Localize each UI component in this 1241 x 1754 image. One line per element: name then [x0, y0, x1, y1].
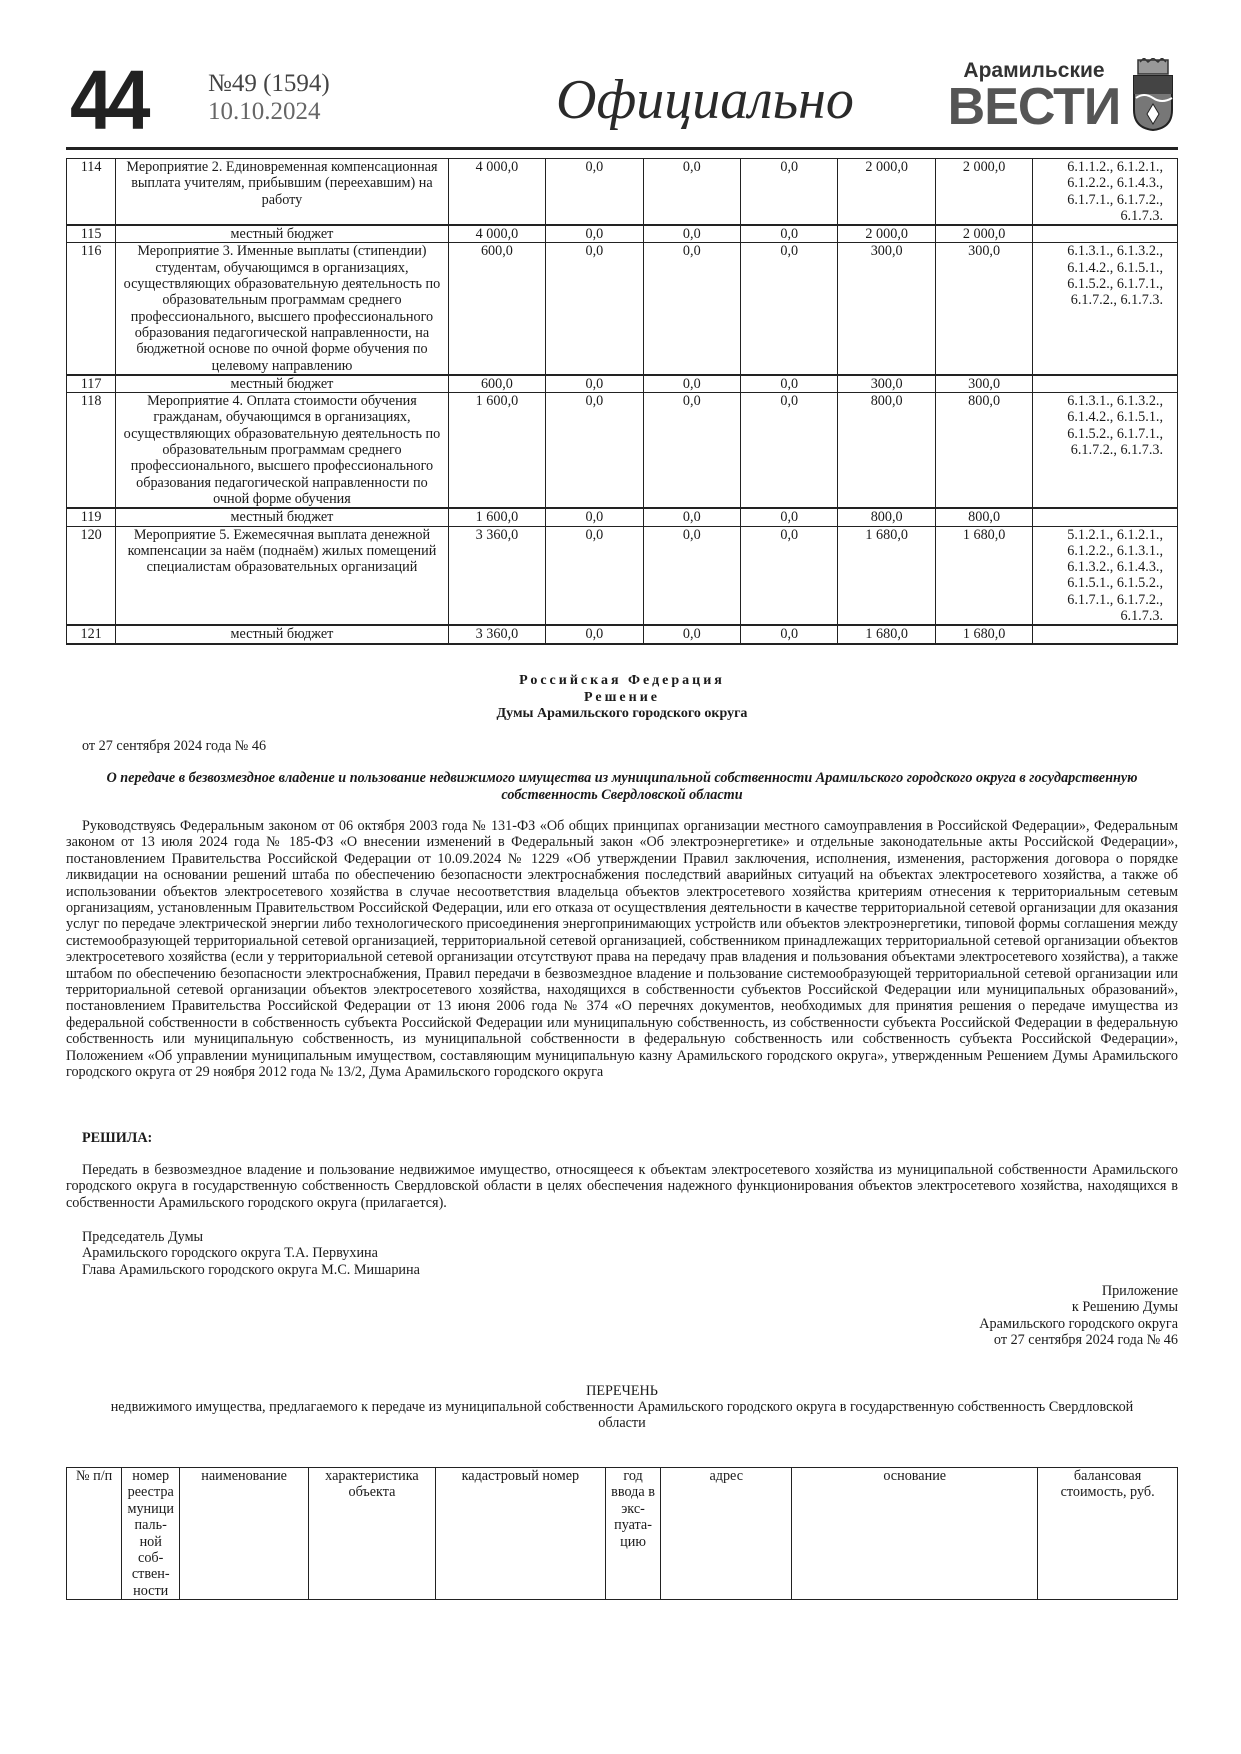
page-number: 44 [70, 53, 145, 147]
issuer-name: Думы Арамильского городского округа [496, 706, 748, 721]
row-description: местный бюджет [116, 508, 448, 526]
document-type: Решение [584, 690, 660, 705]
property-list-table [66, 1467, 1178, 1600]
value-col: 2 000,0 [838, 225, 935, 243]
resolved-label: РЕШИЛА: [82, 1130, 153, 1146]
table-row [67, 625, 1178, 643]
value-col: 1 680,0 [838, 625, 935, 643]
value-col: 0,0 [643, 159, 740, 226]
row-number: 121 [67, 625, 116, 643]
column-header: год ввода в экс- пуата- цию [605, 1468, 660, 1600]
row-description: местный бюджет [116, 375, 448, 393]
column-header: номер реестра муници паль- ной соб- ствен- ности [122, 1468, 180, 1600]
decision-heading [66, 672, 1178, 706]
value-total: 600,0 [448, 243, 545, 375]
column-header: балансовая стоимость, руб. [1038, 1468, 1178, 1600]
target-codes: 6.1.3.1., 6.1.3.2., 6.1.4.2., 6.1.5.1., 6.1.5.2., 6.1.7.1., 6.1.7.2., 6.1.7.3. [1033, 393, 1178, 509]
header-rule [66, 147, 1178, 150]
target-codes: 5.1.2.1., 6.1.2.1., 6.1.2.2., 6.1.3.1., 6.1.3.2., 6.1.4.3., 6.1.5.1., 6.1.5.2., 6.1.7.1., 6.1.7.2., 6.1.7.3. [1033, 526, 1178, 625]
decision-date: от 27 сентября 2024 года № 46 [82, 738, 267, 754]
target-codes [1033, 225, 1178, 243]
row-number: 120 [67, 526, 116, 625]
target-codes: 6.1.1.2., 6.1.2.1., 6.1.2.2., 6.1.4.3., 6.1.7.1., 6.1.7.2., 6.1.7.3. [1033, 159, 1178, 226]
value-col: 0,0 [643, 393, 740, 509]
coat-of-arms-icon [1130, 58, 1176, 132]
value-col: 0,0 [741, 375, 838, 393]
issue-info [208, 70, 330, 126]
table-header-row [67, 1468, 1178, 1600]
value-total: 3 360,0 [448, 625, 545, 643]
country-name: Российская Федерация [519, 673, 725, 688]
decision-resolution: Передать в безвозмездное владение и пользование недвижимое имущество, относящееся к объектам электросетевого хозяйства из муниципальной собственности Арамильского городского округа в государственную собственность Свердловской области в целях обеспечения надежного функционирования объектов электросетевого хозяйства, находящихся в собственности Арамильского городского округа (прилагается). [66, 1162, 1178, 1211]
row-description: местный бюджет [116, 625, 448, 643]
list-subtitle: недвижимого имущества, предлагаемого к передаче из муниципальной собственности Арамильского городского округа в государственную собственность Свердловской области [110, 1399, 1134, 1432]
value-col: 800,0 [838, 508, 935, 526]
column-header: наименование [180, 1468, 309, 1600]
value-col: 0,0 [643, 508, 740, 526]
program-budget-table [66, 158, 1178, 645]
annex-line: к Решению Думы [1071, 1299, 1178, 1316]
value-col: 300,0 [838, 375, 935, 393]
value-col: 0,0 [643, 375, 740, 393]
value-col: 300,0 [838, 243, 935, 375]
target-codes [1033, 508, 1178, 526]
row-description: Мероприятие 2. Единовременная компенсационная выплата учителям, прибывшим (переехавшим) на работу [116, 159, 448, 226]
value-col: 2 000,0 [838, 159, 935, 226]
table-row [67, 225, 1178, 243]
signature-line: Председатель Думы [82, 1229, 204, 1245]
value-col: 0,0 [741, 625, 838, 643]
target-codes [1033, 625, 1178, 643]
value-col: 0,0 [741, 508, 838, 526]
value-col: 0,0 [546, 243, 643, 375]
table-row [67, 375, 1178, 393]
column-header: характеристика объекта [309, 1468, 436, 1600]
value-col: 300,0 [935, 243, 1032, 375]
list-title: ПЕРЕЧЕНЬ [586, 1383, 658, 1399]
annex-line: Приложение [1101, 1283, 1178, 1299]
value-col: 2 000,0 [935, 225, 1032, 243]
newspaper-logo [944, 59, 1124, 136]
annex-line: от 27 сентября 2024 года № 46 [993, 1332, 1178, 1349]
logo-main-text: ВЕСТИ [947, 78, 1121, 136]
annex-line: Арамильского городского округа [979, 1315, 1178, 1332]
value-col: 300,0 [935, 375, 1032, 393]
value-col: 0,0 [546, 393, 643, 509]
value-col: 0,0 [546, 625, 643, 643]
signatures [82, 1229, 420, 1278]
value-col: 0,0 [741, 225, 838, 243]
value-total: 4 000,0 [448, 159, 545, 226]
value-col: 800,0 [935, 508, 1032, 526]
value-col: 2 000,0 [935, 159, 1032, 226]
logo-top-text: Арамильские [963, 59, 1105, 82]
value-col: 0,0 [546, 508, 643, 526]
signature-line: Глава Арамильского городского округа М.С. Мишарина [82, 1261, 420, 1278]
row-number: 119 [67, 508, 116, 526]
row-number: 117 [67, 375, 116, 393]
row-number: 115 [67, 225, 116, 243]
value-col: 0,0 [546, 159, 643, 226]
column-header: адрес [661, 1468, 792, 1600]
value-col: 0,0 [546, 225, 643, 243]
row-description: местный бюджет [116, 225, 448, 243]
value-col: 0,0 [741, 393, 838, 509]
value-col: 0,0 [643, 526, 740, 625]
value-col: 0,0 [741, 243, 838, 375]
value-total: 1 600,0 [448, 393, 545, 509]
decision-subject: О передаче в безвозмездное владение и пользование недвижимого имущества из муниципальной собственности Арамильского городского округа в государственную собственность Свердловской области [106, 770, 1138, 803]
page-header [66, 53, 1178, 148]
table-row [67, 243, 1178, 375]
row-number: 118 [67, 393, 116, 509]
section-title: Официально [556, 69, 854, 131]
row-number: 114 [67, 159, 116, 226]
value-col: 800,0 [838, 393, 935, 509]
table-row [67, 159, 1178, 226]
row-number: 116 [67, 243, 116, 375]
column-header: основание [792, 1468, 1038, 1600]
value-col: 0,0 [643, 625, 740, 643]
issue-number: №49 (1594) [208, 70, 330, 97]
value-col: 800,0 [935, 393, 1032, 509]
signature-line: Арамильского городского округа Т.А. Первухина [82, 1245, 378, 1262]
value-total: 4 000,0 [448, 225, 545, 243]
issue-date: 10.10.2024 [208, 98, 321, 125]
column-header: кадастровый номер [435, 1468, 605, 1600]
value-total: 3 360,0 [448, 526, 545, 625]
value-col: 0,0 [643, 243, 740, 375]
value-total: 1 600,0 [448, 508, 545, 526]
column-header: № п/п [67, 1468, 122, 1600]
table-row [67, 526, 1178, 625]
value-col: 1 680,0 [838, 526, 935, 625]
target-codes [1033, 375, 1178, 393]
value-col: 0,0 [741, 159, 838, 226]
table-row [67, 393, 1178, 509]
row-description: Мероприятие 5. Ежемесячная выплата денежной компенсации за наём (поднаём) жилых помещений специалистам образовательных организаций [116, 526, 448, 625]
target-codes: 6.1.3.1., 6.1.3.2., 6.1.4.2., 6.1.5.1., 6.1.5.2., 6.1.7.1., 6.1.7.2., 6.1.7.3. [1033, 243, 1178, 375]
value-col: 0,0 [546, 375, 643, 393]
row-description: Мероприятие 4. Оплата стоимости обучения гражданам, обучающимся в организациях, осуществляющих образовательную деятельность по образовательным программам среднего профессионального, высшего профессионального образования педагогической направленности по очной форме обучения [116, 393, 448, 509]
value-col: 1 680,0 [935, 625, 1032, 643]
row-description: Мероприятие 3. Именные выплаты (стипендии) студентам, обучающимся в организациях, осуществляющих образовательную деятельность по образовательным программам среднего профессионального, высшего профессионального образования педагогической направленности, на бюджетной основе по очной форме обучения по целевому направлению [116, 243, 448, 375]
table-row [67, 508, 1178, 526]
value-total: 600,0 [448, 375, 545, 393]
value-col: 1 680,0 [935, 526, 1032, 625]
value-col: 0,0 [643, 225, 740, 243]
decision-preamble: Руководствуясь Федеральным законом от 06 октября 2003 года № 131-ФЗ «Об общих принципах организации местного самоуправления в Российской Федерации», Федеральным законом от 13 июля 2024 года № 185-ФЗ «О внесении изменений в Федеральный закон «Об электроэнергетике» и отдельные законодательные акты Российской Федерации», постановлением Правительства Российской Федерации от 10.09.2024 № 1229 «Об утверждении Правил заключения, исполнения, изменения, расторжения договора о порядке ликвидации на основании решений штаба по обеспечению безопасности электроснабжения последствий аварийных ситуаций на объектах электросетевого хозяйства, а также об использовании объектов электросетевого хозяйства в случае несоответствия владельца объектов электросетевого хозяйства критериям отнесения к территориальным сетевым организациям, установленным Правительством Российской Федерации, или его отказа от осуществления деятельности в качестве территориальной сетевой организации для оказания услуг по передаче электрической энергии либо технологического присоединения энергопринимающих устройств или объектов электроэнергетики, типовой формы соглашения между системообразующей территориальной сетевой организацией, территориальной сетевой организацией, собственником принадлежащих территориальной сетевой организации объектов электросетевого хозяйства (если у территориальной сетевой организации отсутствуют права на передачу прав владения и пользования объектами электросетевого хозяйства), а также штабом по обеспечению безопасности электроснабжения, Правил передачи в безвозмездное владение и пользование системообразующей территориальной сетевой организации или территориальной сетевой организации объектов электросетевого хозяйства, находящихся в собственности субъектов Российской Федерации или муниципальных образований», постановлением Правительства Российской Федерации от 13 июня 2006 года № 374 «О перечнях документов, необходимых для принятия решения о передаче имущества из федеральной собственности в собственность субъекта Российской Федерации или муниципальную собственность, из собственности субъекта Российской Федерации в федеральную собственность или муниципальную собственность, из муниципальной собственности в федеральную собственность или собственность субъекта Российской Федерации», Положением «Об управлении муниципальным имуществом, составляющим муниципальную казну Арамильского городского округа», утвержденным Решением Думы Арамильского городского округа от 29 ноября 2012 года № 13/2, Дума Арамильского городского округа [66, 818, 1178, 1081]
value-col: 0,0 [741, 526, 838, 625]
annex-reference [979, 1283, 1178, 1349]
value-col: 0,0 [546, 526, 643, 625]
